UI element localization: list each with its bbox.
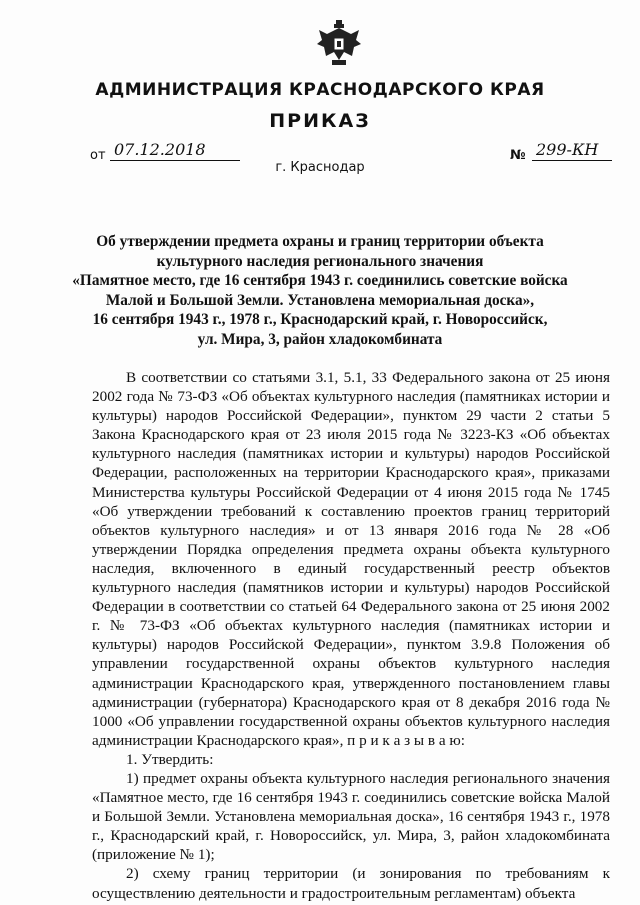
subject-line: Малой и Большой Земли. Установлена мемориальная доска», xyxy=(105,291,535,309)
city-label: г. Краснодар xyxy=(275,160,365,175)
organization-title: АДМИНИСТРАЦИЯ КРАСНОДАРСКОГО КРАЯ xyxy=(95,80,545,100)
subject-line: 16 сентября 1943 г., 1978 г., Краснодарский край, г. Новороссийск, xyxy=(92,311,548,328)
subject-line: «Памятное место, где 16 сентября 1943 г. соединились советские войска xyxy=(72,272,568,289)
document-type: ПРИКАЗ xyxy=(269,110,371,132)
item-1: 1. Утвердить: xyxy=(126,750,214,768)
subject-line: культурного наследия регионального значения xyxy=(156,252,484,270)
date-prefix: от xyxy=(90,148,106,163)
document-date: 07.12.2018 xyxy=(110,140,240,161)
document-body xyxy=(92,368,610,903)
item-1-2: 2) схему границ территории (и зонирования по требованиям к осуществлению деятельности и градостроительным регламентам) объекта xyxy=(92,865,610,902)
item-1-1: 1) предмет охраны объекта культурного наследия регионального значения «Памятное место, где 16 сентября 1943 г. соединились советские войска Малой и Большой Земли. Установлена мемориальная доска», 16 сентября 1943 г., 1978 г., Краснодарский край, г. Новороссийск, ул. Мира, 3, район хладокомбината (приложение № 1); xyxy=(92,769,610,864)
document-subject xyxy=(60,232,580,349)
document-number: 299-КН xyxy=(532,140,612,161)
subject-line: Об утверждении предмета охраны и границ территории объекта xyxy=(96,233,544,250)
number-prefix: № xyxy=(510,148,526,163)
subject-line: ул. Мира, 3, район хладокомбината xyxy=(197,330,443,348)
preamble-paragraph: В соответствии со статьями 3.1, 5.1, 33 Федерального закона от 25 июня 2002 года № 73-ФЗ «Об объектах культурного наследия (памятниках истории и культуры) народов Российской Федерации», пунктом 29 части 2 статьи 5 Закона Краснодарского края от 23 июля 2015 года № 3223-КЗ «Об объектах культурного наследия (памятниках истории и культуры) народов Российской Федерации, расположенных на территории Краснодарского края», приказами Министерства культуры Российской Федерации от 4 июня 2015 года № 1745 «Об утверждении требований к составлению проектов границ территорий объектов культурного наследия» и от 13 января 2016 года № 28 «Об утверждении Порядка определения предмета охраны объекта культурного наследия, включенного в единый государственный реестр объектов культурного наследия (памятников истории и культуры) народов Российской Федерации в соответствии со статьей 64 Федерального закона от 25 июня 2002 г. № 73-ФЗ «Об объектах культурного наследия (памятниках истории и культуры) народов Российской Федерации», пунктом 3.9.8 Положения об управлении государственной охраны объектов культурного наследия администрации Краснодарского края, утвержденного постановлением главы администрации (губернатора) Краснодарского края от 8 декабря 2016 года № 1000 «Об управлении государственной охраны объектов культурного наследия администрации Краснодарского края», п р и к а з ы в а ю: xyxy=(92,369,610,749)
coat-of-arms-icon xyxy=(314,20,364,66)
